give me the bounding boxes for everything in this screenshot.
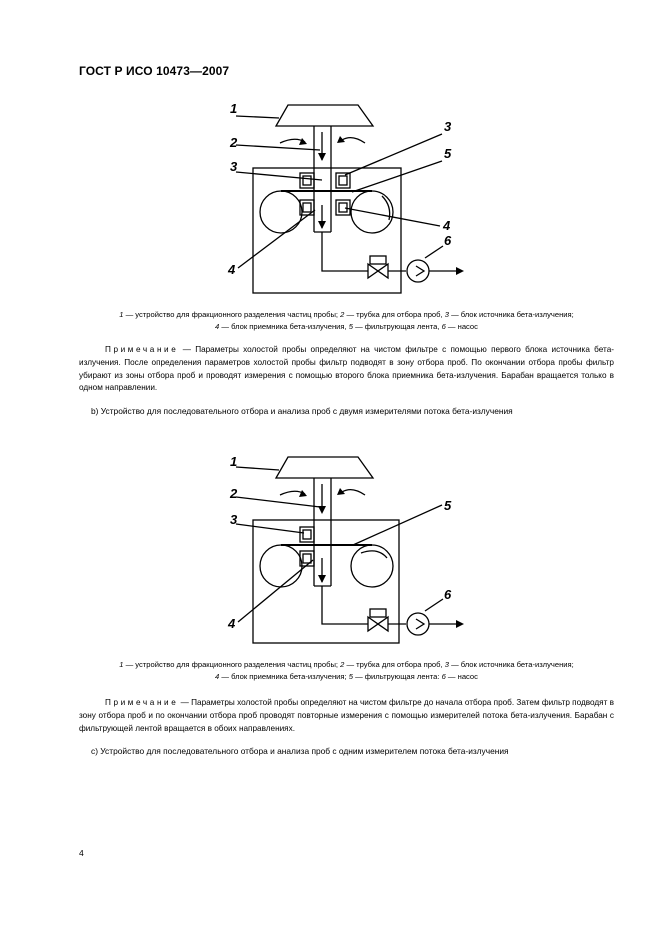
fig1-label-3-left: 3 bbox=[230, 159, 238, 174]
fig2-label-2: 2 bbox=[230, 486, 238, 501]
figure-2-caption: 1 — устройство для фракционного разделения частиц пробы; 2 — трубка для отбора проб, 3 — блок источника бета-излучения; 4 — блок приемника бета-излучения; 5 — фильтрующая лента: 6 — насос bbox=[119, 660, 574, 681]
fig2-label-6: 6 bbox=[444, 587, 452, 602]
fig1-label-3-right: 3 bbox=[444, 119, 452, 134]
fig2-label-5: 5 bbox=[444, 498, 452, 513]
figure-1-caption: 1 — устройство для фракционного разделения частиц пробы; 2 — трубка для отбора проб, 3 — блок источника бета-излучения; 4 — блок приемника бета-излучения, 5 — фильтрующая лента, 6 — насос bbox=[119, 310, 574, 331]
figure-2-diagram bbox=[0, 445, 661, 645]
fig1-label-5: 5 bbox=[444, 146, 452, 161]
fig1-label-4-right: 4 bbox=[443, 218, 451, 233]
fig2-label-4: 4 bbox=[228, 616, 236, 631]
fig2-label-1: 1 bbox=[230, 454, 238, 469]
fig2-label-3: 3 bbox=[230, 512, 238, 527]
note-label: Примечание bbox=[105, 698, 179, 707]
section-c-heading: c) Устройство для последовательного отбора и анализа проб с одним измерителем потока бета-излучения bbox=[91, 746, 509, 756]
fig1-label-4-left: 4 bbox=[228, 262, 236, 277]
fig1-label-6: 6 bbox=[444, 233, 452, 248]
fig1-label-2: 2 bbox=[230, 135, 238, 150]
section-b-heading: b) Устройство для последовательного отбора и анализа проб с двумя измерителями потока бета-излучения bbox=[91, 406, 513, 416]
figure-2-note: Примечание — Параметры холостой пробы определяют на чистом фильтре до начала отбора проб. Затем фильтр подводят в зону отбора проб и по окончании отбора проб проводят повторные измерения с помощью измерителей потока бета-излучения. Барабан с фильтрующей лентой вращается в обоих направлениях. bbox=[79, 698, 614, 733]
page-number: 4 bbox=[79, 848, 84, 858]
document-header: ГОСТ Р ИСО 10473—2007 bbox=[79, 64, 230, 78]
fig1-label-1: 1 bbox=[230, 101, 238, 116]
figure-1-diagram bbox=[0, 95, 661, 305]
figure-1-note: Примечание — Параметры холостой пробы определяют на чистом фильтре с помощью первого блока источника бета-излучения. После определения параметров холостой пробы фильтр подводят в зону отбора проб. По окончании отбора пробы фильтр убирают из зоны отбора проб и проводят измерения с помощью второго блока приемника бета-излучения. Барабан вращается только в одном направлении. bbox=[79, 345, 614, 393]
note-label: Примечание bbox=[105, 345, 179, 354]
